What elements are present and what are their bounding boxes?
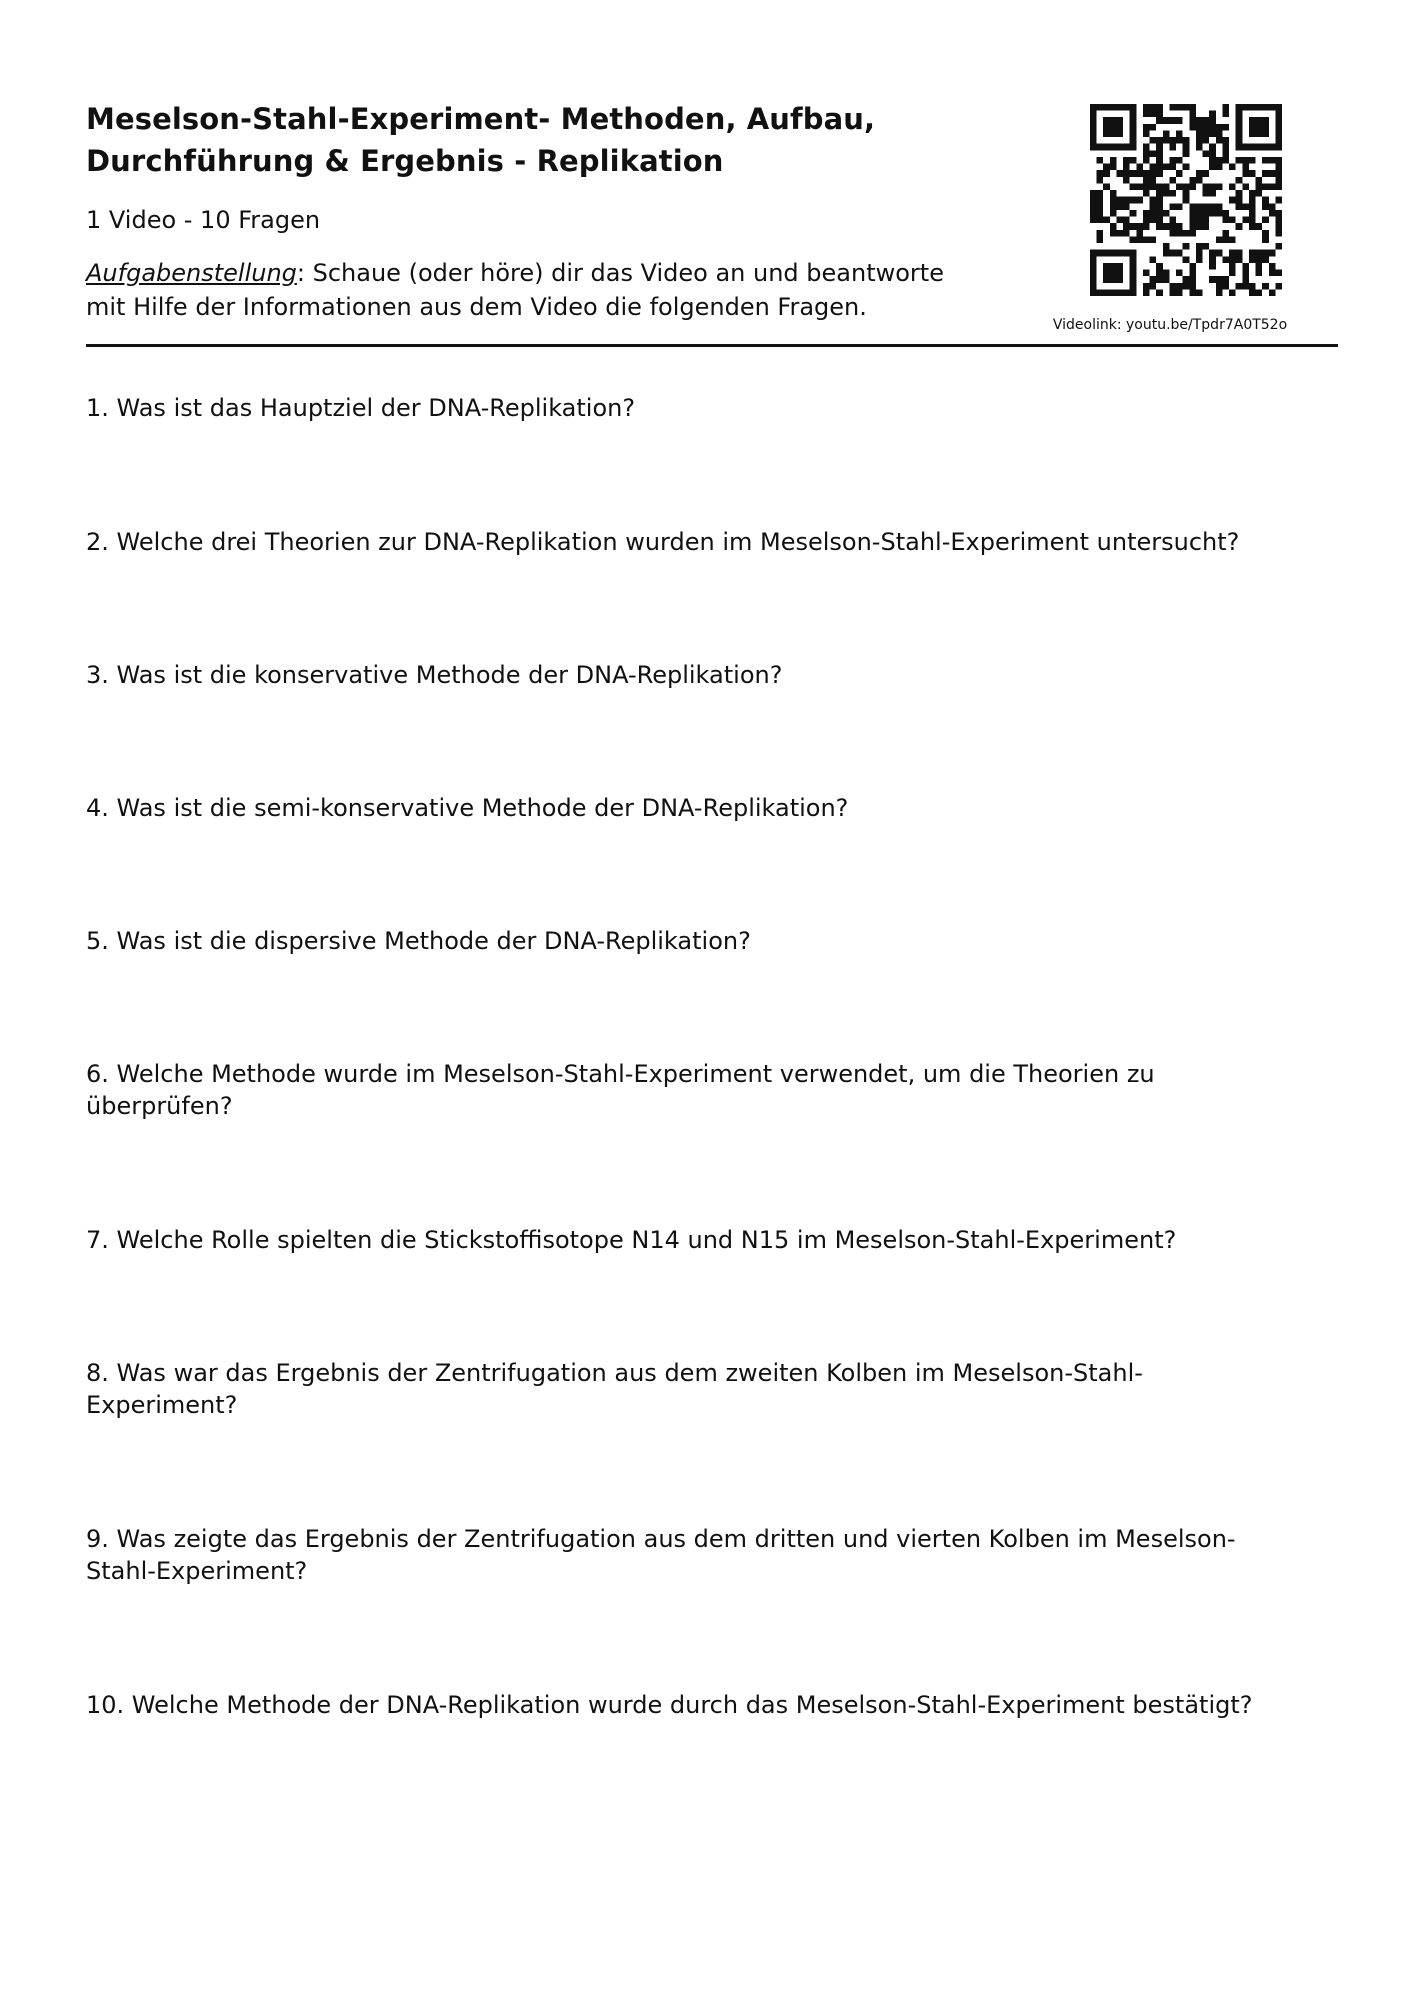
- question-10-text: 10. Welche Methode der DNA-Replikation wurde durch das Meselson-Stahl-Experiment bestätigt?: [86, 1691, 1253, 1719]
- question-8: [86, 1357, 1336, 1421]
- question-3: [86, 659, 1336, 691]
- question-7: [86, 1224, 1336, 1256]
- qr-code-icon[interactable]: [1090, 104, 1282, 296]
- question-4-text: 4. Was ist die semi-konservative Methode der DNA-Replikation?: [86, 794, 849, 822]
- page-title-line-1: Meselson-Stahl-Experiment- Methoden, Aufbau,: [86, 102, 876, 136]
- video-link[interactable]: Videolink: youtu.be/Tpdr7A0T52o: [1052, 317, 1288, 333]
- question-6-text: 6. Welche Methode wurde im Meselson-Stahl-Experiment verwendet, um die Theorien zu: [86, 1060, 1155, 1088]
- question-2: [86, 526, 1336, 558]
- question-3-text: 3. Was ist die konservative Methode der DNA-Replikation?: [86, 661, 783, 689]
- question-5: [86, 925, 1336, 957]
- question-10: [86, 1689, 1336, 1721]
- page-title-line-2: Durchführung & Ergebnis - Replikation: [86, 144, 724, 178]
- question-1: [86, 392, 1336, 424]
- question-2-text: 2. Welche drei Theorien zur DNA-Replikation wurden im Meselson-Stahl-Experiment untersucht?: [86, 528, 1240, 556]
- question-9: [86, 1523, 1336, 1587]
- subtitle: 1 Video - 10 Fragen: [86, 206, 321, 234]
- question-9-text: 9. Was zeigte das Ergebnis der Zentrifugation aus dem dritten und vierten Kolben im Meselson-: [86, 1525, 1236, 1553]
- task-instructions: [86, 256, 1046, 324]
- task-label: Aufgabenstellung: [86, 259, 297, 287]
- question-8-text-line-2: Experiment?: [86, 1391, 238, 1419]
- question-5-text: 5. Was ist die dispersive Methode der DNA-Replikation?: [86, 927, 751, 955]
- header-divider: [86, 344, 1338, 347]
- question-4: [86, 792, 1336, 824]
- question-9-text-line-2: Stahl-Experiment?: [86, 1557, 308, 1585]
- question-8-text: 8. Was war das Ergebnis der Zentrifugation aus dem zweiten Kolben im Meselson-Stahl-: [86, 1359, 1143, 1387]
- question-1-text: 1. Was ist das Hauptziel der DNA-Replikation?: [86, 394, 636, 422]
- task-text-line-2: mit Hilfe der Informationen aus dem Video die folgenden Fragen.: [86, 293, 867, 321]
- task-text: : Schaue (oder höre) dir das Video an und beantworte: [296, 259, 944, 287]
- question-7-text: 7. Welche Rolle spielten die Stickstoffisotope N14 und N15 im Meselson-Stahl-Experiment?: [86, 1226, 1177, 1254]
- page-title: [86, 98, 986, 182]
- question-6-text-line-2: überprüfen?: [86, 1092, 233, 1120]
- question-6: [86, 1058, 1336, 1122]
